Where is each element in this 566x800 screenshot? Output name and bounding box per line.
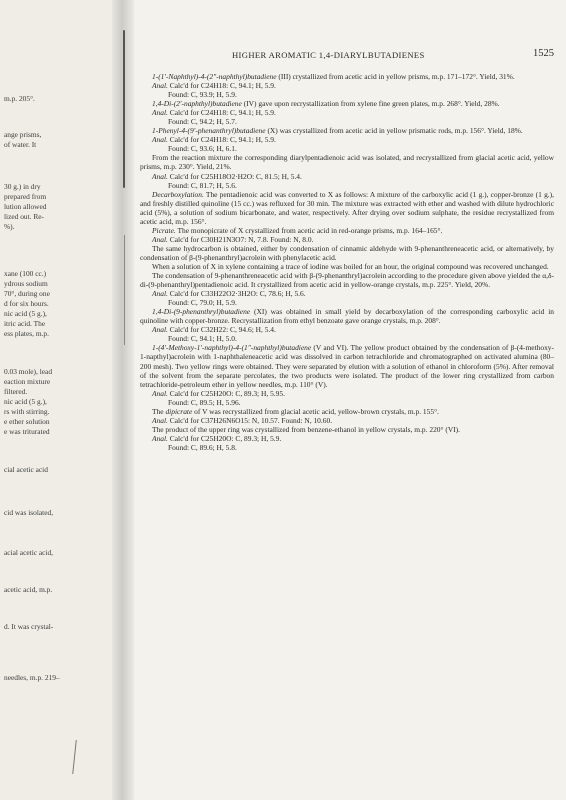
analysis-calc: Anal. Calc'd for C25H18O2·H2O: C, 81.5; H, 5.4. (152, 171, 302, 181)
paragraph: The product of the upper ring was crystallized from benzene-ethanol in yellow crystals, m.p. 220° (VI). (152, 424, 461, 434)
analysis-calc: Anal. Calc'd for C25H20O: C, 89.3; H, 5.9. (152, 433, 282, 443)
analysis-found: Found: C, 81.7; H, 5.6. (168, 180, 237, 190)
analysis-calc: Anal. Calc'd for C25H20O: C, 89.3; H, 5.95. (152, 388, 285, 398)
facing-page-line: lution allowed (4, 202, 47, 211)
facing-page-line: cid was isolated, (4, 508, 54, 517)
analysis-found: Found: C, 94.1; H, 5.0. (168, 334, 237, 344)
paragraph: 1-(1′-Naphthyl)-4-(2″-naphthyl)butadiene (III) crystallized from acetic acid in yellow prisms, m.p. 171–172°. Yield, 31%. (152, 72, 515, 81)
analysis-found: Found: C, 93.6; H, 6.1. (168, 144, 237, 154)
facing-page-line: e ether solution (4, 417, 50, 426)
analysis-calc: Anal. Calc'd for C32H22: C, 94.6; H, 5.4. (152, 325, 276, 335)
analysis-calc: Anal. Calc'd for C24H18: C, 94.1; H, 5.9. (152, 81, 276, 91)
facing-page-line: d. It was crystal- (4, 622, 54, 631)
paragraph: Picrate. The monopicrate of X crystallized from acetic acid in red-orange prisms, m.p. 164–165°. (152, 225, 443, 235)
paragraph: 1-(4′-Methoxy-1′-naphthyl)-4-(1″-naphthyl)butadiene (V and VI). The yellow product obtained by the condensation of β-(4-methoxy-1-napthyl)acrolein with 1-naphthaleneacetic acid was dissolved in carbon tetrachloride and chromatographed on activated alumina (80–200 mesh). Two yellow rings were obtained. They were separated by elution with a solution of ethanol in chloroform (5%). After removal of the solvent from the separate percolates, the two products were isolated. The product of the lower ring crystallized from carbon tetrachloride-petroleum ether in yellow needles, m.p. 110° (V). (140, 343, 554, 389)
analysis-calc: Anal. Calc'd for C37H26N6O15: N, 10.57. Found: N, 10.60. (152, 415, 333, 425)
facing-page-line: e was triturated (4, 427, 50, 436)
facing-page-line: ydrous sodium (4, 279, 48, 288)
facing-page-line: m.p. 205°. (4, 94, 35, 103)
article-body (140, 72, 554, 452)
page-number: 1525 (533, 48, 554, 59)
paragraph: 1-Phenyl-4-(9′-phenanthryl)butadiene (X) was crystallized from acetic acid in yellow prismatic rods, m.p. 156°. Yield, 18%. (152, 126, 523, 136)
paragraph: The dipicrate of V was recrystallized from glacial acetic acid, yellow-brown crystals, m.p. 155°. (152, 406, 439, 416)
facing-page-line: ange prisms, (4, 130, 42, 139)
facing-page-line: 0.03 mole), lead (4, 367, 53, 376)
facing-page-line: 70°, during one (4, 289, 50, 298)
facing-page-line: nic acid (5 g.), (4, 397, 47, 406)
facing-page-line: itric acid. The (4, 319, 46, 328)
binding-mark (124, 235, 125, 345)
analysis-found: Found: C, 94.2; H, 5.7. (168, 117, 237, 127)
facing-page-line: ess plates, m.p. (4, 329, 49, 338)
facing-page-line: %). (4, 222, 15, 231)
paragraph: 1,4-Di-(9-phenanthryl)butadiene (XI) was obtained in small yield by decarboxylation of the corresponding carboxylic acid in quinoline with copper-bronze. Recrystallization from ethyl benzoate gave orange crystals, m.p. 208°. (140, 307, 554, 326)
analysis-found: Found: C, 89.5; H, 5.96. (168, 397, 241, 407)
paragraph: From the reaction mixture the corresponding diarylpentadienoic acid was isolated, and recrystallized from glacial acetic acid, yellow prisms, m.p. 230°. Yield, 21%. (140, 153, 554, 172)
analysis-calc: Anal. Calc'd for C24H18: C, 94.1; H, 5.9. (152, 135, 276, 145)
facing-page-line: d for six hours. (4, 299, 49, 308)
running-title: HIGHER AROMATIC 1,4-DIARYLBUTADIENES (232, 50, 425, 60)
paragraph: The same hydrocarbon is obtained, either by condensation of cinnamic aldehyde with 9-phenanthreneacetic acid, or alternatively, by condensation of β-(9-phenanthryl)acrolein with phenylacetic acid. (140, 243, 554, 262)
analysis-found: Found: C, 89.6; H, 5.8. (168, 442, 237, 452)
facing-page-line: acetic acid, m.p. (4, 585, 53, 594)
analysis-calc: Anal. Calc'd for C33H22O2·3H2O: C, 78.6; H, 5.6. (152, 289, 306, 299)
facing-page-line: eaction mixture (4, 377, 51, 386)
analysis-calc: Anal. Calc'd for C24H18: C, 94.1; H, 5.9. (152, 108, 276, 118)
analysis-calc: Anal. Calc'd for C30H21N3O7: N, 7.8. Found: N, 8.0. (152, 234, 314, 244)
facing-page-line: cial acetic acid (4, 465, 48, 474)
binding-mark (123, 30, 125, 188)
facing-page-line: needles, m.p. 219– (4, 673, 60, 682)
facing-page-line: 30 g.) in dry (4, 182, 41, 191)
facing-page-line: lized out. Re- (4, 212, 45, 221)
paragraph: Decarboxylation. The pentadienoic acid was converted to X as follows: A mixture of the carboxylic acid (1 g.), copper-bronze (1 g.), and freshly distilled quinoline (15 cc.) was refluxed for 30 min. The mixture was extracted with ether and washed with dilute hydrochloric acid (5%), a solution of sodium bicarbonate, and water, respectively. After drying over sodium sulphate, the residue recrystallized from acetic acid, m.p. 156°. (140, 189, 554, 226)
facing-page-line: xane (100 cc.) (4, 269, 47, 278)
facing-page-line: filtered. (4, 387, 28, 396)
facing-page-line: prepared from (4, 192, 47, 201)
facing-page-line: nic acid (5 g.), (4, 309, 47, 318)
journal-page (140, 48, 554, 452)
analysis-found: Found: C, 93.9; H, 5.9. (168, 90, 237, 100)
analysis-found: Found: C, 79.0; H, 5.9. (168, 298, 237, 308)
paragraph: The condensation of 9-phenanthreneacetic acid with β-(9-phenanthryl)acrolein according to the procedure given above yielded the α,δ-di-(9-phenanthryl)pentadienoic acid. It crystallized from acetic acid in yellow-orange crystals, m.p. 225°. Yield, 20%. (140, 271, 554, 290)
facing-page-strip (0, 0, 112, 800)
running-head (140, 48, 554, 62)
paragraph: 1,4-Di-(2′-naphthyl)butadiene (IV) gave upon recrystallization from xylene fine green plates, m.p. 268°. Yield, 28%. (152, 99, 500, 109)
facing-page-line: rs with stirring. (4, 407, 50, 416)
facing-page-line: of water. It (4, 140, 37, 149)
facing-page-line: acial acetic acid, (4, 548, 54, 557)
paragraph: When a solution of X in xylene containing a trace of iodine was boiled for an hour, the original compound was recovered unchanged. (152, 261, 549, 271)
